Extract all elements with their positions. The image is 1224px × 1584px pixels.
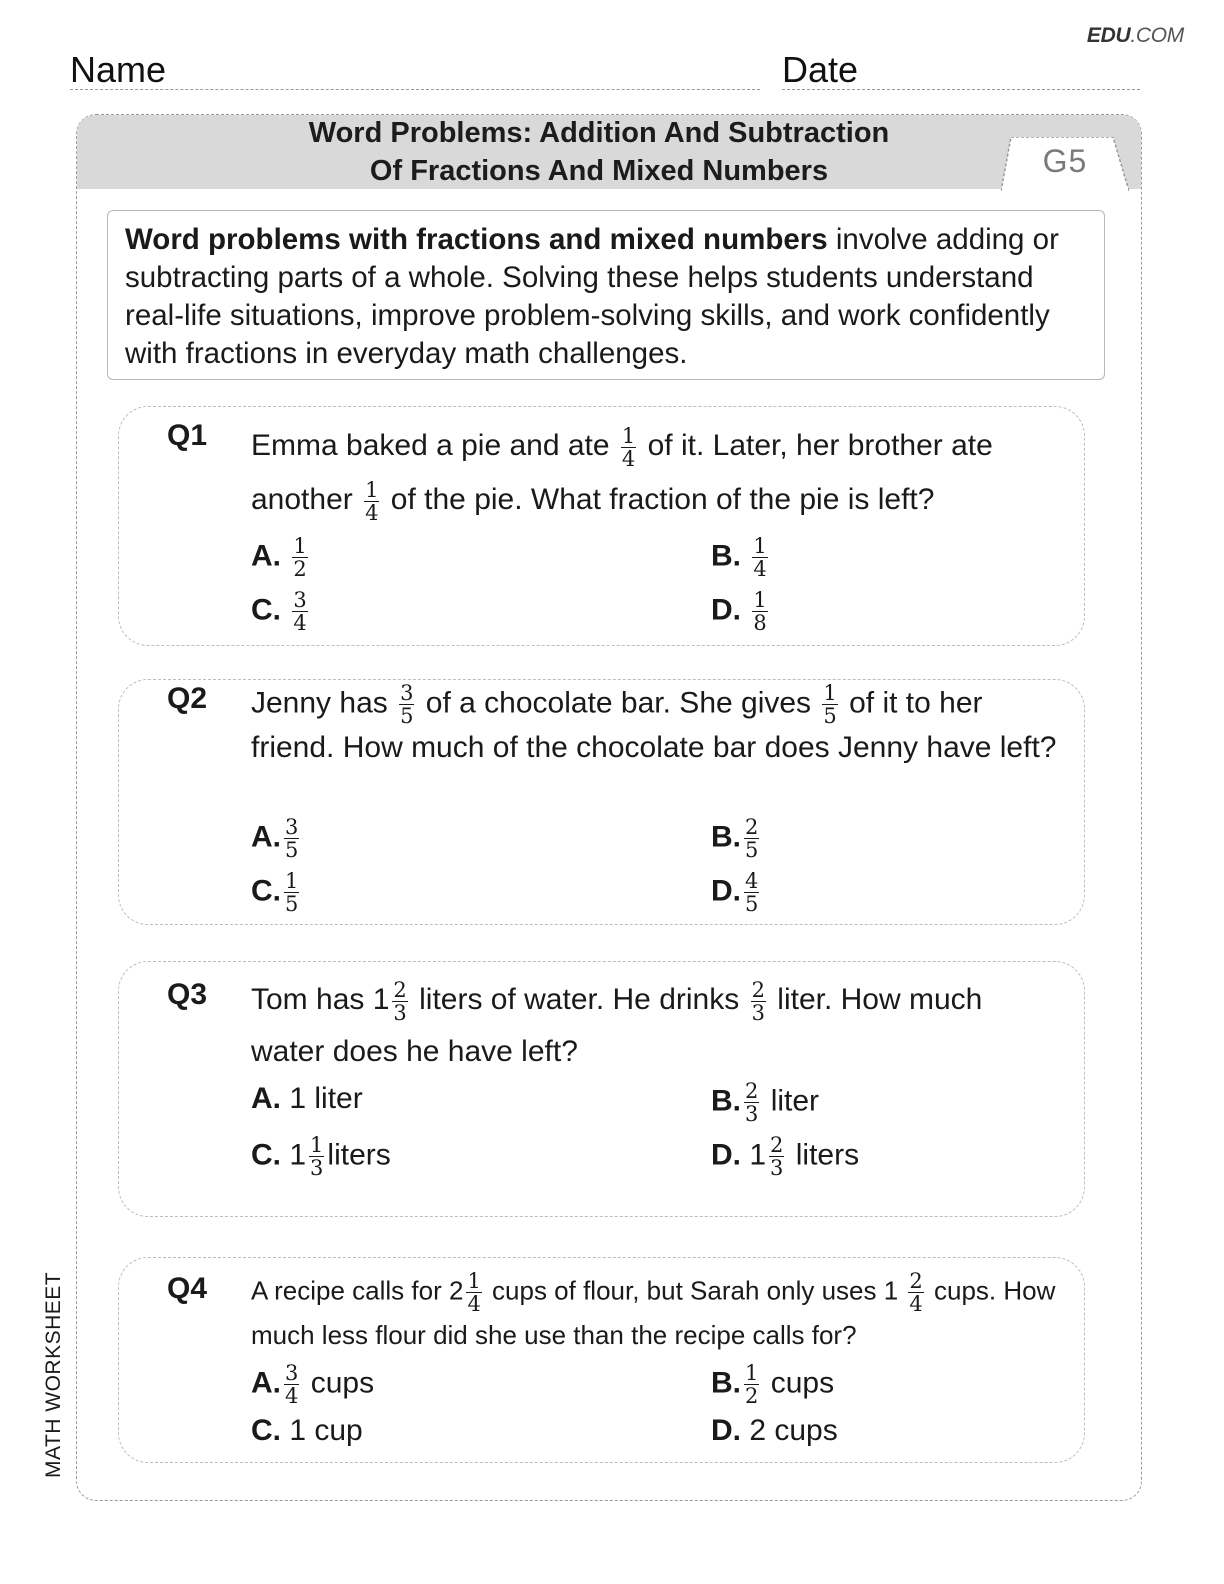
- side-label: MATH WORKSHEET: [42, 1271, 65, 1478]
- grade-tab: [1001, 137, 1129, 191]
- intro-box: [107, 210, 1105, 380]
- question-card-2: [118, 679, 1085, 925]
- fraction: $\frac{1}{4}$: [621, 423, 636, 471]
- fraction: $\frac{2}{3}$: [393, 977, 407, 1025]
- option-d[interactable]: D. $\frac{1}{8}$: [711, 588, 767, 635]
- option-d[interactable]: D. 2 cups: [711, 1414, 838, 1447]
- fraction: $\frac{2}{3}$: [751, 977, 765, 1025]
- question-number: Q3: [167, 978, 208, 1011]
- worksheet-header: [77, 115, 1141, 189]
- option-c[interactable]: C. $\frac{3}{4}$: [251, 588, 307, 635]
- option-b[interactable]: B. $\frac{2}{5}$: [711, 815, 759, 862]
- fraction: $\frac{2}{4}$: [909, 1269, 923, 1316]
- option-c[interactable]: C. 1 $\frac{1}{3}$ liters: [251, 1133, 391, 1180]
- option-a[interactable]: A. $\frac{3}{5}$: [251, 815, 299, 862]
- option-c[interactable]: C. 1 cup: [251, 1414, 363, 1447]
- question-text: A recipe calls for 2 $\frac{1}{4}$ cups of flour, but Sarah only uses 1 $\frac{2}{4}$ cups. How much less flour did she use than the recipe calls for?: [251, 1269, 1056, 1350]
- option-a[interactable]: A. $\frac{1}{2}$: [251, 534, 307, 581]
- question-text: Jenny has $\frac{3}{5}$ of a chocolate bar. She gives $\frac{1}{5}$ of it to her friend. How much of the chocolate bar does Jenny have left?: [251, 681, 1057, 764]
- option-d[interactable]: D. $\frac{4}{5}$: [711, 869, 759, 916]
- option-b[interactable]: B. $\frac{1}{2}$ cups: [711, 1361, 835, 1408]
- worksheet-title-line1: Word Problems: Addition And Subtraction: [308, 117, 890, 149]
- question-number: Q2: [167, 682, 208, 715]
- option-c[interactable]: C. $\frac{1}{5}$: [251, 869, 299, 916]
- question-card-4: [118, 1257, 1085, 1463]
- question-number: Q1: [167, 419, 208, 452]
- option-a[interactable]: A. 1 liter: [251, 1082, 363, 1115]
- question-text: Emma baked a pie and ate $\frac{1}{4}$ of it. Later, her brother ate another $\frac{1}{4}$ of the pie. What fraction of the pie is left?: [251, 423, 993, 525]
- name-field[interactable]: [70, 50, 760, 90]
- worksheet-title-line2: Of Fractions And Mixed Numbers: [369, 155, 829, 187]
- question-card-1: [118, 406, 1085, 646]
- option-b[interactable]: B. $\frac{1}{4}$: [711, 534, 767, 581]
- option-a[interactable]: A. $\frac{3}{4}$ cups: [251, 1361, 375, 1408]
- question-card-3: [118, 961, 1085, 1217]
- option-b[interactable]: B. $\frac{2}{3}$ liter: [711, 1079, 820, 1126]
- brand-logo: EDU.COM: [1086, 24, 1184, 47]
- date-label: Date: [782, 49, 859, 90]
- grade-label: G5: [1042, 143, 1088, 179]
- option-d[interactable]: D. 1 $\frac{2}{3}$ liters: [711, 1133, 860, 1180]
- intro-bold-text: Word problems with fractions and mixed numbers: [125, 223, 828, 256]
- fraction: $\frac{1}{5}$: [823, 681, 837, 728]
- question-text: Tom has 1 $\frac{2}{3}$ liters of water. He drinks $\frac{2}{3}$ liter. How much water does he have left?: [251, 977, 983, 1068]
- intro-text: involve adding or subtracting parts of a whole. Solving these helps students understand real-life situations, improve problem-solving skills, and work confidently with fractions in everyday math challenges.: [125, 223, 1059, 370]
- name-label: Name: [70, 49, 167, 90]
- fraction: $\frac{3}{5}$: [400, 681, 414, 728]
- date-field[interactable]: [782, 50, 1140, 90]
- fraction: $\frac{1}{4}$: [365, 477, 379, 525]
- question-number: Q4: [167, 1272, 208, 1305]
- fraction: $\frac{1}{4}$: [467, 1269, 481, 1316]
